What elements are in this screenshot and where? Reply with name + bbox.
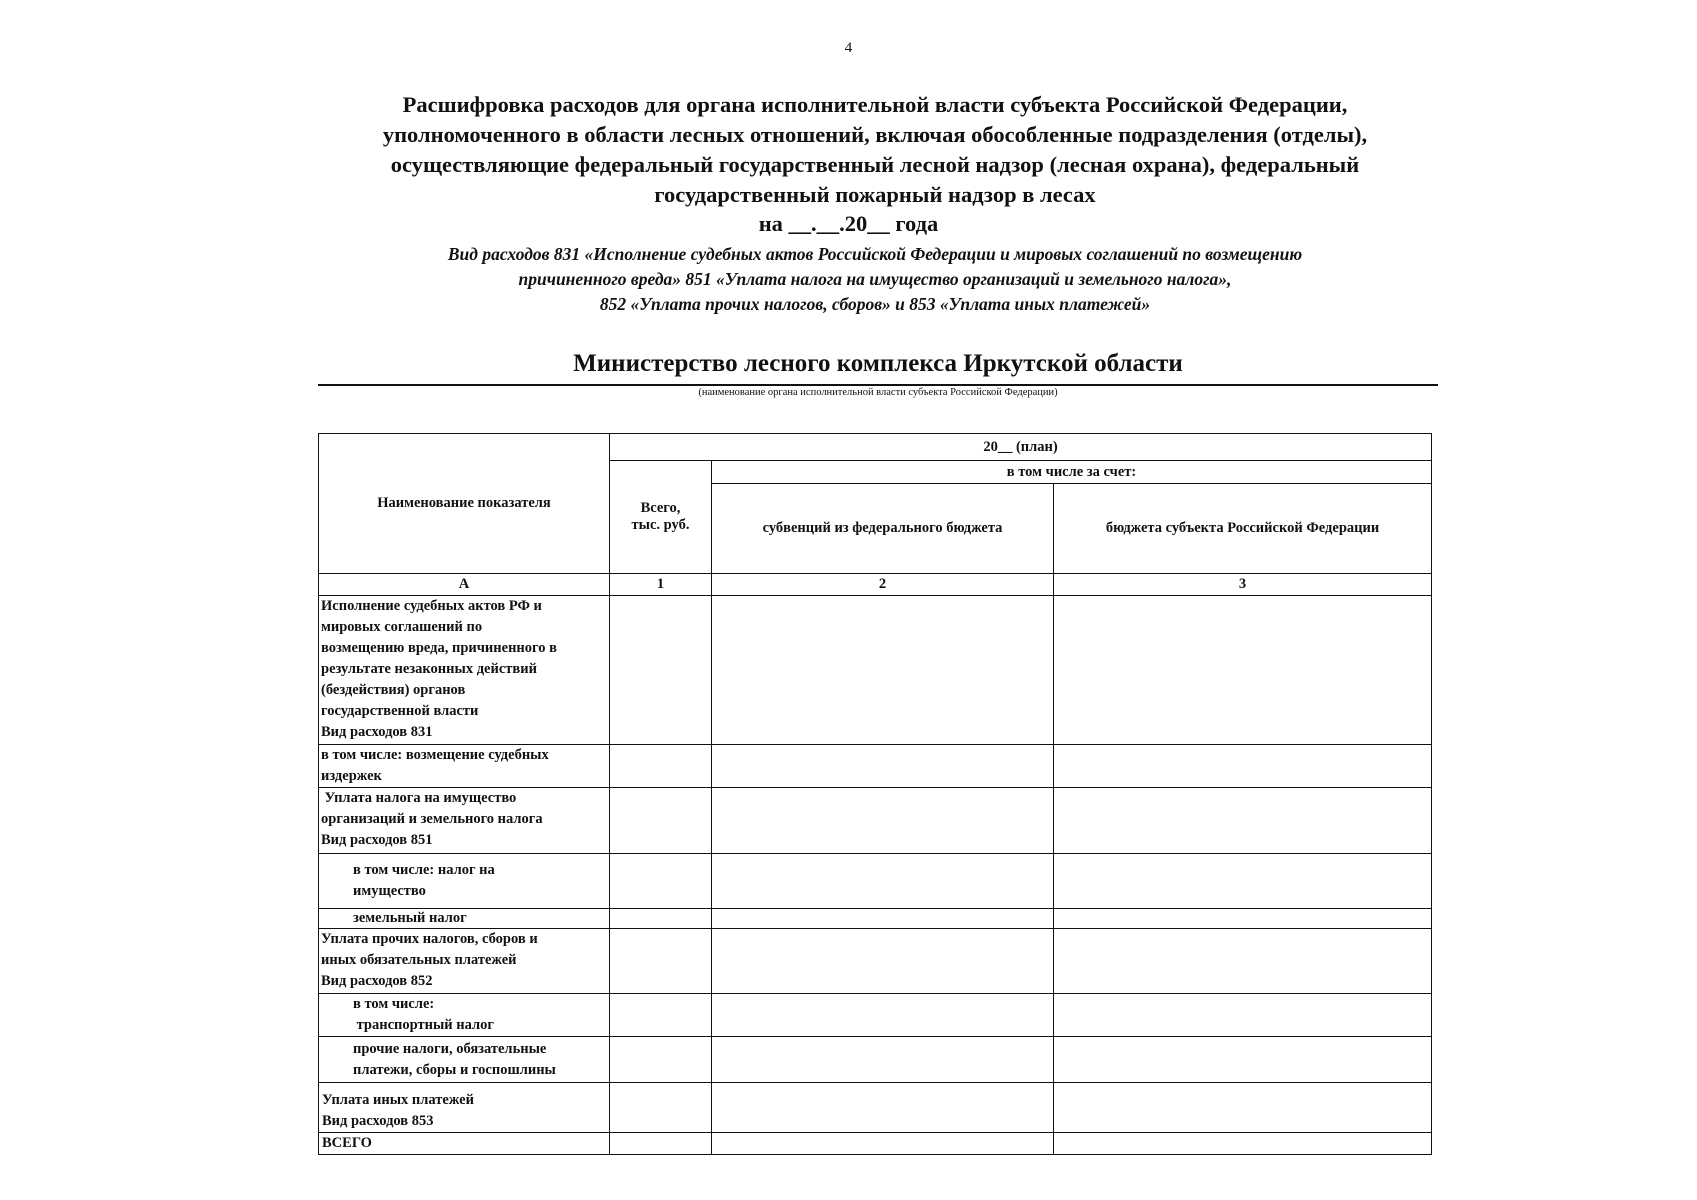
cell-regional bbox=[1054, 1133, 1432, 1155]
table-row bbox=[319, 596, 1432, 745]
row-label-line: возмещению вреда, причиненного в bbox=[321, 640, 557, 656]
row-label-line: результате незаконных действий bbox=[321, 661, 537, 677]
cell-regional bbox=[1054, 788, 1432, 854]
cell-regional bbox=[1054, 929, 1432, 994]
subtitle-line: Вид расходов 831 «Исполнение судебных актов Российской Федерации и мировых соглашений по возмещению bbox=[447, 244, 1303, 264]
organization-underline bbox=[318, 384, 1438, 386]
cell-regional bbox=[1054, 596, 1432, 745]
header-including: в том числе за счет: bbox=[712, 461, 1432, 484]
row-label-line: (бездействия) органов bbox=[321, 682, 466, 698]
row-label-line: платежи, сборы и госпошлины bbox=[353, 1061, 556, 1078]
header-total-line: Всего, bbox=[640, 500, 681, 516]
page-number: 4 bbox=[844, 40, 853, 56]
row-label bbox=[319, 994, 610, 1037]
cell-total bbox=[610, 854, 712, 909]
table-row bbox=[319, 994, 1432, 1037]
row-label-line: в том числе: bbox=[353, 996, 435, 1012]
header-indicator: Наименование показателя bbox=[319, 434, 610, 574]
row-label-line: прочие налоги, обязательные bbox=[353, 1040, 547, 1057]
row-label-line: государственной власти bbox=[321, 703, 479, 719]
cell-total bbox=[610, 596, 712, 745]
header-federal: субвенций из федерального бюджета bbox=[712, 484, 1054, 574]
title-line: государственный пожарный надзор в лесах bbox=[654, 182, 1096, 207]
column-code: 2 bbox=[712, 574, 1054, 596]
header-regional: бюджета субъекта Российской Федерации bbox=[1054, 484, 1432, 574]
cell-total bbox=[610, 929, 712, 994]
table-row bbox=[319, 909, 1432, 929]
cell-federal bbox=[712, 929, 1054, 994]
document-title bbox=[300, 90, 1450, 210]
cell-total bbox=[610, 788, 712, 854]
row-label bbox=[319, 1037, 610, 1083]
row-label bbox=[319, 596, 610, 745]
cell-federal bbox=[712, 1037, 1054, 1083]
row-label bbox=[319, 788, 610, 854]
organization-caption: (наименование органа исполнительной власти субъекта Российской Федерации) bbox=[698, 387, 1058, 398]
expense-types-subtitle bbox=[330, 242, 1420, 317]
cell-federal bbox=[712, 745, 1054, 788]
header-total-line: тыс. руб. bbox=[631, 517, 690, 533]
row-label-line: иных обязательных платежей bbox=[321, 952, 517, 968]
column-code: 1 bbox=[610, 574, 712, 596]
row-label-line: Исполнение судебных актов РФ и bbox=[321, 598, 542, 614]
cell-total bbox=[610, 1037, 712, 1083]
cell-regional bbox=[1054, 854, 1432, 909]
subtitle-line: 852 «Уплата прочих налогов, сборов» и 853 «Уплата иных платежей» bbox=[599, 294, 1151, 314]
column-codes-row bbox=[319, 574, 1432, 596]
row-label-line: Вид расходов 852 bbox=[321, 973, 433, 989]
row-label-line: Уплата иных платежей bbox=[322, 1092, 474, 1108]
row-label-line: организаций и земельного налога bbox=[321, 811, 543, 827]
row-label bbox=[319, 745, 610, 788]
row-label-line: мировых соглашений по bbox=[321, 619, 483, 635]
table-row bbox=[319, 854, 1432, 909]
cell-federal bbox=[712, 854, 1054, 909]
row-label-line: издержек bbox=[321, 768, 382, 784]
cell-regional bbox=[1054, 1083, 1432, 1133]
subtitle-line: причиненного вреда» 851 «Уплата налога на имущество организаций и земельного налога», bbox=[518, 269, 1232, 289]
expense-table bbox=[318, 433, 1432, 1155]
table-row bbox=[319, 1083, 1432, 1133]
cell-federal bbox=[712, 909, 1054, 929]
table-row bbox=[319, 745, 1432, 788]
table-row-total bbox=[319, 1133, 1432, 1155]
report-date-line: на __.__.20__ года bbox=[758, 211, 939, 236]
column-code: А bbox=[319, 574, 610, 596]
cell-federal bbox=[712, 1083, 1054, 1133]
cell-federal bbox=[712, 788, 1054, 854]
row-label-line: земельный налог bbox=[353, 910, 467, 926]
cell-total bbox=[610, 1083, 712, 1133]
cell-total bbox=[610, 909, 712, 929]
table-row bbox=[319, 929, 1432, 994]
row-label-line: ВСЕГО bbox=[322, 1135, 372, 1151]
header-row-year bbox=[319, 434, 1432, 461]
row-label bbox=[319, 1083, 610, 1133]
row-label-line: Вид расходов 831 bbox=[321, 724, 433, 740]
row-label-line: Уплата прочих налогов, сборов и bbox=[321, 931, 538, 947]
row-label bbox=[319, 854, 610, 909]
row-label-line: Уплата налога на имущество bbox=[321, 790, 517, 806]
row-label bbox=[319, 929, 610, 994]
cell-total bbox=[610, 1133, 712, 1155]
table-row bbox=[319, 788, 1432, 854]
cell-regional bbox=[1054, 1037, 1432, 1083]
row-label-line: транспортный налог bbox=[353, 1017, 494, 1033]
row-label-line: имущество bbox=[353, 883, 426, 899]
cell-regional bbox=[1054, 909, 1432, 929]
row-label bbox=[319, 909, 610, 929]
row-label bbox=[319, 1133, 610, 1155]
row-label-line: Вид расходов 853 bbox=[322, 1113, 434, 1129]
organization-name: Министерство лесного комплекса Иркутской области bbox=[573, 350, 1183, 377]
title-line: уполномоченного в области лесных отношений, включая обособленные подразделения (отделы), bbox=[382, 122, 1368, 147]
row-label-line: Вид расходов 851 bbox=[321, 832, 433, 848]
table-row bbox=[319, 1037, 1432, 1083]
cell-federal bbox=[712, 994, 1054, 1037]
cell-regional bbox=[1054, 994, 1432, 1037]
header-total bbox=[610, 461, 712, 574]
row-label-line: в том числе: возмещение судебных bbox=[321, 747, 549, 763]
column-code: 3 bbox=[1054, 574, 1432, 596]
row-label-line: в том числе: налог на bbox=[353, 862, 495, 878]
cell-total bbox=[610, 745, 712, 788]
title-line: Расшифровка расходов для органа исполнительной власти субъекта Российской Федерации, bbox=[402, 92, 1348, 117]
cell-total bbox=[610, 994, 712, 1037]
cell-federal bbox=[712, 1133, 1054, 1155]
cell-federal bbox=[712, 596, 1054, 745]
cell-regional bbox=[1054, 745, 1432, 788]
title-line: осуществляющие федеральный государственный лесной надзор (лесная охрана), федеральный bbox=[390, 152, 1360, 177]
header-year-plan: 20__ (план) bbox=[610, 434, 1432, 461]
